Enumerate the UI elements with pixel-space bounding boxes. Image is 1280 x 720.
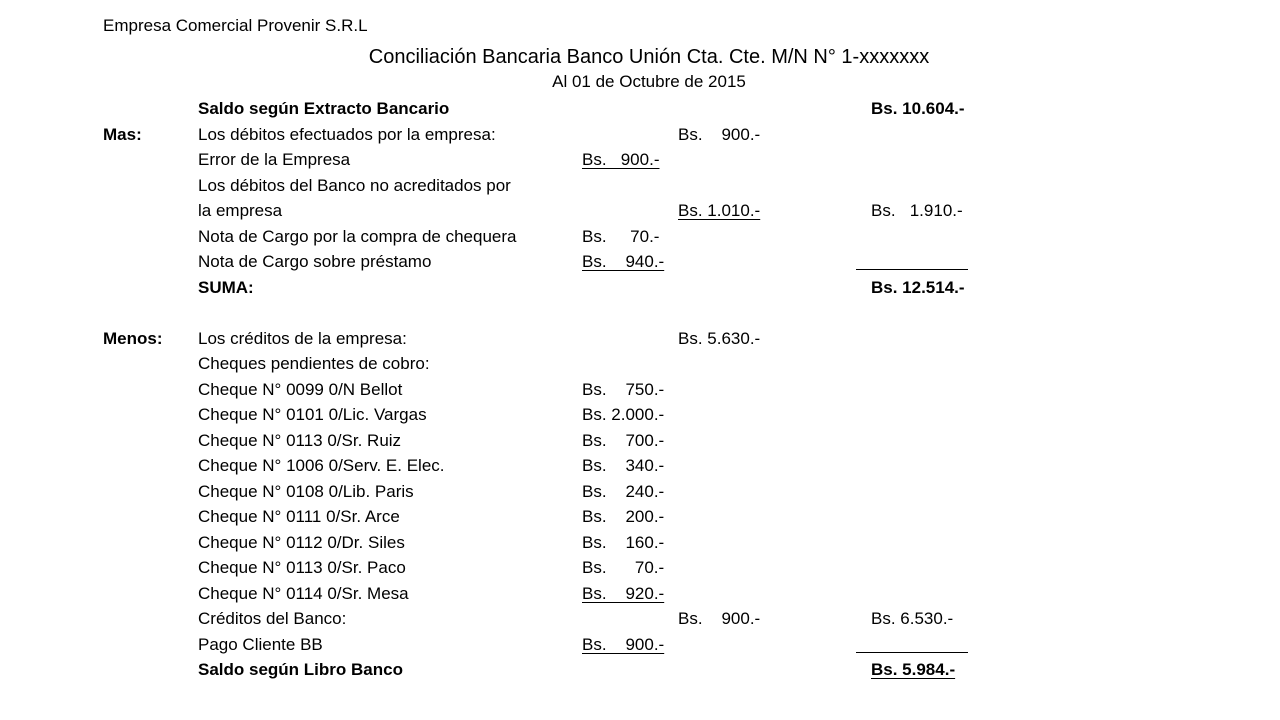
- statement-row: [0, 453, 1280, 479]
- row-description: Saldo según Libro Banco: [198, 660, 403, 679]
- amount-total: Bs. 10.604.-: [871, 99, 965, 118]
- statement-row: [0, 173, 1280, 199]
- row-description: Créditos del Banco:: [198, 609, 347, 628]
- statement-row: [0, 428, 1280, 454]
- row-description: Cheque N° 0108 0/Lib. Paris: [198, 481, 414, 501]
- statement-row: [0, 351, 1280, 377]
- reconciliation-statement: [0, 96, 1280, 683]
- amount-detail: Bs. 900.-: [582, 634, 665, 654]
- row-description: Saldo según Extracto Bancario: [198, 99, 450, 118]
- amount-subtotal: Bs. 5.630.-: [678, 328, 761, 348]
- statement-row: [0, 402, 1280, 428]
- document-date: Al 01 de Octubre de 2015: [552, 72, 746, 91]
- statement-row: [0, 249, 1280, 275]
- row-description: Cheque N° 0111 0/Sr. Arce: [198, 507, 400, 526]
- total-underline: [856, 652, 968, 653]
- amount-total: Bs. 6.530.-: [871, 609, 954, 628]
- amount-detail: Bs. 340.-: [582, 456, 665, 475]
- row-description: Cheque N° 0113 0/Sr. Ruiz: [198, 430, 402, 450]
- statement-row: [0, 275, 1280, 301]
- statement-row: [0, 326, 1280, 352]
- row-description: Error de la Empresa: [198, 150, 351, 169]
- row-description: la empresa: [198, 201, 283, 220]
- amount-detail: Bs. 920.-: [582, 583, 665, 603]
- company-name: Empresa Comercial Provenir S.R.L: [103, 16, 368, 35]
- amount-total: Bs. 5.984.-: [871, 660, 956, 679]
- amount-detail: Bs. 160.-: [582, 532, 665, 552]
- total-underline: [856, 269, 968, 270]
- statement-row: [0, 198, 1280, 224]
- amount-detail: Bs. 70.-: [582, 558, 665, 577]
- statement-row: [0, 606, 1280, 632]
- amount-total: Bs. 1.910.-: [871, 201, 963, 220]
- statement-row: [0, 479, 1280, 505]
- amount-subtotal: Bs. 900.-: [678, 609, 761, 628]
- row-description: Cheque N° 0101 0/Lic. Vargas: [198, 405, 427, 424]
- statement-row: [0, 300, 1280, 326]
- amount-detail: Bs. 700.-: [582, 430, 665, 450]
- statement-row: [0, 377, 1280, 403]
- amount-subtotal: Bs. 900.-: [678, 124, 761, 144]
- row-description: SUMA:: [198, 277, 254, 297]
- amount-detail: Bs. 940.-: [582, 252, 665, 271]
- row-description: Cheques pendientes de cobro:: [198, 354, 430, 373]
- row-label: Mas:: [103, 124, 142, 144]
- row-description: Cheque N° 0099 0/N Bellot: [198, 379, 403, 399]
- statement-row: [0, 581, 1280, 607]
- row-description: Los débitos del Banco no acreditados por: [198, 175, 511, 195]
- amount-detail: Bs. 240.-: [582, 481, 665, 501]
- statement-row: [0, 555, 1280, 581]
- amount-subtotal: Bs. 1.010.-: [678, 201, 761, 220]
- row-description: Pago Cliente BB: [198, 634, 323, 654]
- statement-row: [0, 504, 1280, 530]
- row-description: Los créditos de la empresa:: [198, 328, 407, 348]
- row-description: Los débitos efectuados por la empresa:: [198, 124, 496, 144]
- statement-row: [0, 530, 1280, 556]
- row-description: Nota de Cargo por la compra de chequera: [198, 226, 517, 246]
- statement-row: [0, 224, 1280, 250]
- amount-detail: Bs. 900.-: [582, 150, 660, 169]
- statement-row: [0, 96, 1280, 122]
- statement-row: [0, 657, 1280, 683]
- amount-detail: Bs. 2.000.-: [582, 405, 665, 424]
- statement-row: [0, 147, 1280, 173]
- row-description: Cheque N° 0112 0/Dr. Siles: [198, 532, 405, 552]
- amount-detail: Bs. 200.-: [582, 507, 665, 526]
- document-title: Conciliación Bancaria Banco Unión Cta. Cte. M/N N° 1-xxxxxxx: [368, 46, 930, 68]
- row-description: Cheque N° 0114 0/Sr. Mesa: [198, 583, 409, 603]
- row-description: Cheque N° 0113 0/Sr. Paco: [198, 558, 406, 577]
- statement-row: [0, 122, 1280, 148]
- amount-detail: Bs. 70.-: [582, 226, 660, 246]
- amount-detail: Bs. 750.-: [582, 379, 665, 399]
- row-label: Menos:: [103, 328, 163, 348]
- row-description: Nota de Cargo sobre préstamo: [198, 252, 432, 271]
- row-description: Cheque N° 1006 0/Serv. E. Elec.: [198, 456, 445, 475]
- statement-row: [0, 632, 1280, 658]
- amount-total: Bs. 12.514.-: [871, 277, 965, 297]
